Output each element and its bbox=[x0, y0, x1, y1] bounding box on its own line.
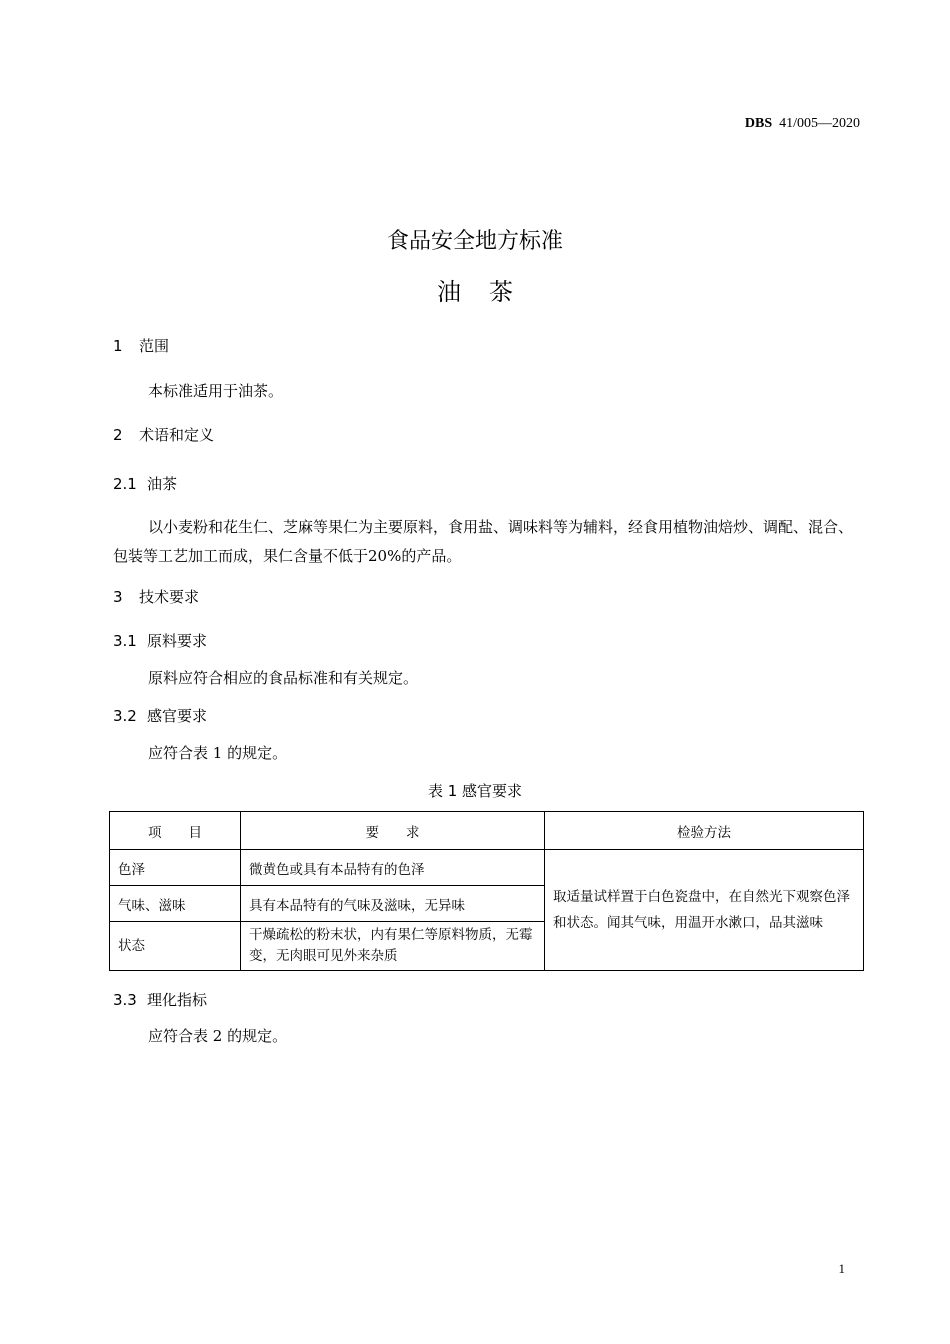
section-title: 技术要求 bbox=[139, 588, 200, 606]
sensory-requirements-table bbox=[109, 811, 864, 971]
product-title: 油茶 bbox=[437, 278, 541, 306]
row-item: 状态 bbox=[110, 922, 241, 971]
section-3-heading bbox=[113, 586, 199, 607]
standard-code-number: 41/005—2020 bbox=[779, 116, 860, 131]
method-cell: 取适量试样置于白色瓷盘中，在自然光下观察色泽和状态。闻其气味，用温开水漱口，品其滋味 bbox=[545, 850, 864, 971]
section-number: 3 bbox=[113, 588, 123, 606]
section-title: 术语和定义 bbox=[139, 426, 215, 444]
section-2-heading bbox=[113, 424, 214, 445]
section-3-2-heading bbox=[113, 705, 207, 726]
section-title: 理化指标 bbox=[147, 991, 208, 1009]
document-title: 食品安全地方标准 bbox=[386, 229, 563, 254]
header-item: 项 目 bbox=[110, 812, 241, 850]
section-3-1-text: 原料应符合相应的食品标准和有关规定。 bbox=[148, 669, 419, 687]
table-header-row bbox=[110, 812, 864, 850]
standard-code-prefix: DBS bbox=[744, 116, 773, 131]
section-number: 3.2 bbox=[113, 707, 137, 725]
section-2-1-text: 以小麦粉和花生仁、芝麻等果仁为主要原料，食用盐、调味料等为辅料，经食用植物油焙炒、调配、混合、包装等工艺加工而成，果仁含量不低于20%的产品。 bbox=[113, 518, 854, 565]
page-number: 1 bbox=[838, 1261, 845, 1276]
section-2-1-heading bbox=[113, 473, 177, 494]
header-requirement: 要 求 bbox=[241, 812, 545, 850]
section-1-heading bbox=[113, 335, 169, 356]
row-requirement: 具有本品特有的气味及滋味，无异味 bbox=[241, 886, 545, 922]
table-1-caption: 表 1 感官要求 bbox=[427, 782, 523, 800]
section-number: 2.1 bbox=[113, 475, 137, 493]
standard-code bbox=[745, 116, 860, 132]
section-title: 范围 bbox=[139, 337, 170, 355]
section-number: 3.1 bbox=[113, 632, 137, 650]
row-item: 气味、滋味 bbox=[110, 886, 241, 922]
section-number: 1 bbox=[113, 337, 123, 355]
row-item: 色泽 bbox=[110, 850, 241, 886]
row-requirement: 干燥疏松的粉末状，内有果仁等原料物质，无霉变，无肉眼可见外来杂质 bbox=[241, 922, 545, 971]
section-number: 3.3 bbox=[113, 991, 137, 1009]
table-row bbox=[110, 850, 864, 886]
section-3-1-heading bbox=[113, 630, 207, 651]
section-title: 原料要求 bbox=[147, 632, 208, 650]
section-1-text: 本标准适用于油茶。 bbox=[148, 382, 284, 400]
row-requirement: 微黄色或具有本品特有的色泽 bbox=[241, 850, 545, 886]
section-3-3-heading bbox=[113, 989, 207, 1010]
section-title: 感官要求 bbox=[147, 707, 208, 725]
section-3-3-text: 应符合表 2 的规定。 bbox=[148, 1027, 288, 1045]
section-3-2-text: 应符合表 1 的规定。 bbox=[148, 744, 288, 762]
header-method: 检验方法 bbox=[545, 812, 864, 850]
section-title: 油茶 bbox=[147, 475, 178, 493]
section-number: 2 bbox=[113, 426, 123, 444]
